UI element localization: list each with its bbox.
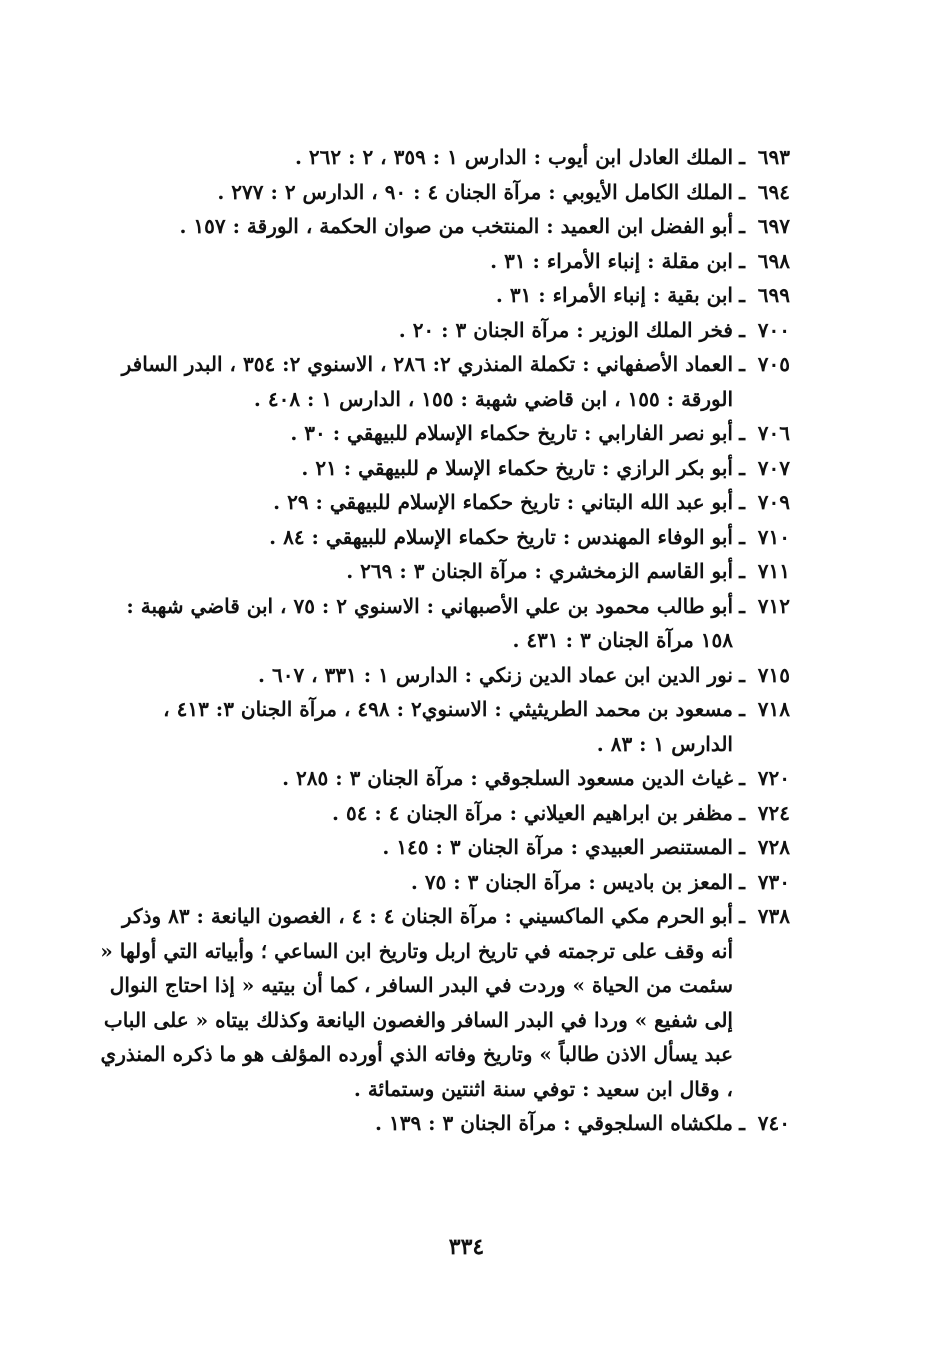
entry-text: ملكشاه السلجوقي : مرآة الجنان ٣ : ١٣٩ . bbox=[375, 1111, 733, 1135]
entry-text: أبو الوفاء المهندس : تاريخ حكماء الإسلام للبيهقي : ٨٤ . bbox=[269, 524, 733, 549]
entry-text: فخر الملك الوزير : مرآة الجنان ٣ : ٢٠ . bbox=[398, 317, 733, 342]
entry-text: مسعود بن محمد الطريثيثي : الاسنوي٢ : ٤٩٨ ، مرآة الجنان ٣: ٤١٣ ، الدارس ١ : ٨٣ . bbox=[163, 697, 733, 756]
entry-dash: ـ bbox=[739, 1111, 745, 1135]
entry-dash: ـ bbox=[739, 869, 745, 894]
entry-number: ٦٩٣ bbox=[757, 145, 790, 169]
entry-text: الملك الكامل الأيوبي : مرآة الجنان ٤ : ٩٠ ، الدارس ٢ : ٢٧٧ . bbox=[217, 179, 733, 204]
index-entry bbox=[100, 451, 790, 486]
entry-dash: ـ bbox=[739, 248, 745, 273]
index-entry bbox=[100, 485, 790, 520]
entry-text: نور الدين ابن عماد الدين زنكي : الدارس ١ : ٣٣١ ، ٦٠٧ . bbox=[258, 662, 733, 687]
index-entry bbox=[100, 899, 790, 1106]
entry-dash: ـ bbox=[739, 421, 745, 445]
entry-text: أبو القاسم الزمخشري : مرآة الجنان ٣ : ٢٦٩ . bbox=[346, 559, 733, 583]
entry-dash: ـ bbox=[739, 352, 745, 376]
entry-number: ٧١٥ bbox=[757, 662, 790, 687]
entry-dash: ـ bbox=[739, 455, 745, 480]
entry-dash: ـ bbox=[739, 904, 745, 928]
index-entries bbox=[100, 140, 790, 1141]
entry-number: ٧٠٧ bbox=[757, 455, 790, 480]
entry-dash: ـ bbox=[739, 662, 745, 687]
index-entry bbox=[100, 865, 790, 900]
index-entry bbox=[100, 1106, 790, 1141]
index-entry bbox=[100, 175, 790, 210]
index-entry bbox=[100, 761, 790, 796]
entry-dash: ـ bbox=[739, 559, 745, 583]
index-entry bbox=[100, 589, 790, 658]
entry-dash: ـ bbox=[739, 214, 745, 238]
entry-number: ٧٤٠ bbox=[757, 1111, 790, 1135]
entry-text: ابن مقلة : إنباء الأمراء : ٣١ . bbox=[490, 248, 733, 273]
entry-text: المستنصر العبيدي : مرآة الجنان ٣ : ١٤٥ . bbox=[382, 835, 733, 859]
index-entry bbox=[100, 520, 790, 555]
entry-number: ٧١٨ bbox=[757, 697, 790, 721]
entry-number: ٧٠٦ bbox=[757, 421, 790, 445]
entry-number: ٧١٠ bbox=[757, 524, 790, 549]
entry-text: أبو طالب محمود بن علي الأصبهاني : الاسنوي ٢ : ٧٥ ، ابن قاضي شهبة : ١٥٨ مرآة الجنان ٣ : ٤٣١ . bbox=[126, 593, 733, 652]
index-entry bbox=[100, 209, 790, 244]
page-number: ٣٣٤ bbox=[448, 1234, 485, 1260]
entry-number: ٧٠٠ bbox=[757, 317, 790, 342]
entry-number: ٧٠٩ bbox=[757, 490, 790, 514]
index-entry bbox=[100, 244, 790, 279]
entry-text: أبو عبد الله البتاني : تاريخ حكماء الإسلام للبيهقي : ٢٩ . bbox=[273, 490, 733, 514]
index-entry bbox=[100, 554, 790, 589]
entry-dash: ـ bbox=[739, 766, 745, 790]
entry-text: أبو نصر الفارابي : تاريخ حكماء الإسلام للبيهقي : ٣٠ . bbox=[290, 421, 733, 445]
entry-text: أبو الحرم مكي الماكسيني : مرآة الجنان ٤ : ٤ ، الغصون اليانعة : ٨٣ وذكر أنه وقف على ترجمته في تاريخ اربل وتاريخ ابن الساعي ؛ وأبياته التي أولها « سئمت من الحياة » وردت في البدر السافر ، كما أن بيتيه « إذا احتاج النوال إلى شفيع » وردا في البدر السافر والغصون اليانعة وكذلك بيتاه « على الباب عبد يسأل الاذن طالباً » وتاريخ وفاته الذي أورده المؤلف هو ما ذكره المنذري ، وقال ابن سعيد : توفي سنة اثنتين وستمائة . bbox=[100, 904, 733, 1101]
entry-dash: ـ bbox=[739, 697, 745, 721]
entry-text: ابن بقية : إنباء الأمراء : ٣١ . bbox=[495, 283, 733, 307]
entry-text: العماد الأصفهاني : تكملة المنذري ٢: ٢٨٦ ، الاسنوي ٢: ٣٥٤ ، البدر السافر الورقة : ١٥٥ ، ابن قاضي شهبة : ١٥٥ ، الدارس ١ : ٤٠٨ . bbox=[121, 352, 733, 411]
entry-text: أبو بكر الرازي : تاريخ حكماء الإسلا م للبيهقي : ٢١ . bbox=[301, 455, 733, 480]
entry-text: أبو الفضل ابن العميد : المنتخب من صوان الحكمة ، الورقة : ١٥٧ . bbox=[179, 214, 733, 238]
entry-number: ٧٠٥ bbox=[757, 352, 790, 376]
index-entry bbox=[100, 347, 790, 416]
index-entry bbox=[100, 830, 790, 865]
index-entry bbox=[100, 278, 790, 313]
entry-dash: ـ bbox=[739, 593, 745, 618]
entry-number: ٦٩٨ bbox=[757, 248, 790, 273]
index-entry bbox=[100, 796, 790, 831]
entry-number: ٧٢٤ bbox=[757, 800, 790, 825]
entry-dash: ـ bbox=[739, 179, 745, 204]
index-entry bbox=[100, 416, 790, 451]
entry-number: ٧٣٨ bbox=[757, 904, 790, 928]
index-entry bbox=[100, 313, 790, 348]
entry-number: ٦٩٩ bbox=[757, 283, 790, 307]
entry-dash: ـ bbox=[739, 835, 745, 859]
entry-text: الملك العادل ابن أيوب : الدارس ١ : ٣٥٩ ، ٢ : ٢٦٢ . bbox=[294, 145, 733, 169]
entry-number: ٧١١ bbox=[757, 559, 790, 583]
entry-text: المعز بن باديس : مرآة الجنان ٣ : ٧٥ . bbox=[410, 869, 733, 894]
entry-number: ٧٢٠ bbox=[757, 766, 790, 790]
entry-text: غياث الدين مسعود السلجوقي : مرآة الجنان ٣ : ٢٨٥ . bbox=[282, 766, 733, 790]
entry-number: ٦٩٧ bbox=[757, 214, 790, 238]
entry-dash: ـ bbox=[739, 524, 745, 549]
index-entry bbox=[100, 692, 790, 761]
entry-number: ٧٣٠ bbox=[757, 869, 790, 894]
index-entry bbox=[100, 658, 790, 693]
entry-number: ٧٢٨ bbox=[757, 835, 790, 859]
entry-dash: ـ bbox=[739, 145, 745, 169]
entry-number: ٧١٢ bbox=[757, 593, 790, 618]
index-entry bbox=[100, 140, 790, 175]
entry-text: مظفر بن ابراهيم العيلاني : مرآة الجنان ٤ : ٥٤ . bbox=[332, 800, 733, 825]
entry-dash: ـ bbox=[739, 800, 745, 825]
entry-dash: ـ bbox=[739, 283, 745, 307]
entry-number: ٦٩٤ bbox=[757, 179, 790, 204]
entry-dash: ـ bbox=[739, 490, 745, 514]
entry-dash: ـ bbox=[739, 317, 745, 342]
